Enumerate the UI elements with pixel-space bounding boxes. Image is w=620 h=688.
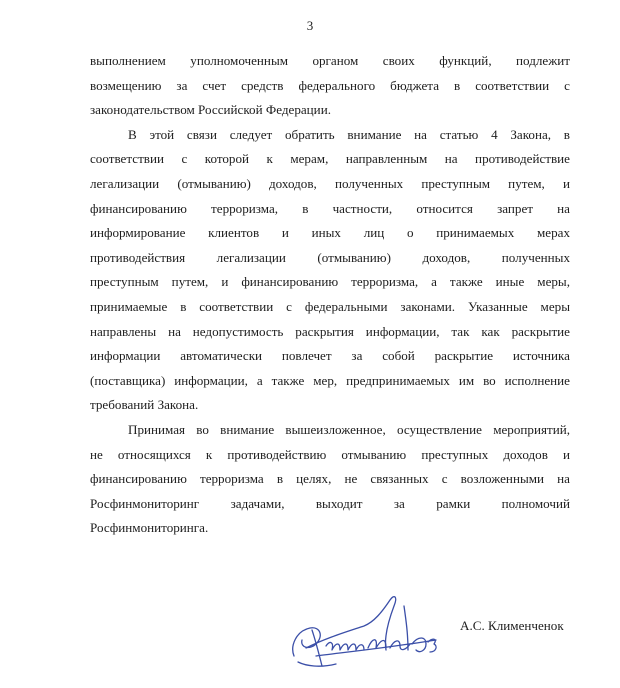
text-line: преступным путем, и финансированию терроризма, а также иные меры,	[90, 274, 570, 290]
text-line: требований Закона.	[90, 397, 199, 413]
text-line: Принимая во внимание вышеизложенное, осуществление мероприятий,	[128, 421, 570, 437]
text-line: противодействия легализации (отмыванию) доходов, полученных	[90, 249, 570, 265]
text-line: принимаемые в соответствии с федеральными законами. Указанные меры	[90, 298, 570, 314]
text-line: легализации (отмыванию) доходов, полученных преступным путем, и	[90, 175, 570, 191]
text-line: информирование клиентов и иных лиц о принимаемых мерах	[90, 225, 570, 241]
signer-name: А.С. Клименченок	[460, 618, 564, 633]
text-line: возмещению за счет средств федерального бюджета в соответствии с	[90, 77, 570, 93]
text-line: (поставщика) информации, а также мер, предпринимаемых им во исполнение	[90, 372, 570, 388]
page-number: 3	[306, 18, 314, 33]
paragraph-continuation	[90, 49, 570, 123]
text-line: финансированию терроризма, в частности, относится запрет на	[90, 200, 570, 216]
text-line: направлены на недопустимость раскрытия информации, так как раскрытие	[90, 323, 570, 339]
paragraph-article-4	[90, 123, 570, 418]
text-line: Росфинмониторинга.	[90, 520, 209, 536]
handwritten-signature	[286, 586, 456, 676]
text-line: В этой связи следует обратить внимание на статью 4 Закона, в	[128, 126, 570, 142]
text-line: информации автоматически повлечет за собой раскрытие источника	[90, 348, 570, 364]
text-line: выполнением уполномоченным органом своих функций, подлежит	[90, 53, 570, 68]
text-line: Росфинмониторинг задачами, выходит за рамки полномочий	[90, 495, 570, 511]
text-line: финансированию терроризма в целях, не связанных с возложенными на	[90, 471, 570, 487]
letter-body	[90, 49, 570, 541]
text-line: законодательством Российской Федерации.	[90, 102, 331, 118]
text-line: соответствии с которой к мерам, направленным на противодействие	[90, 151, 570, 167]
text-line: не относящихся к противодействию отмыванию преступных доходов и	[90, 446, 570, 462]
paragraph-conclusion	[90, 418, 570, 541]
